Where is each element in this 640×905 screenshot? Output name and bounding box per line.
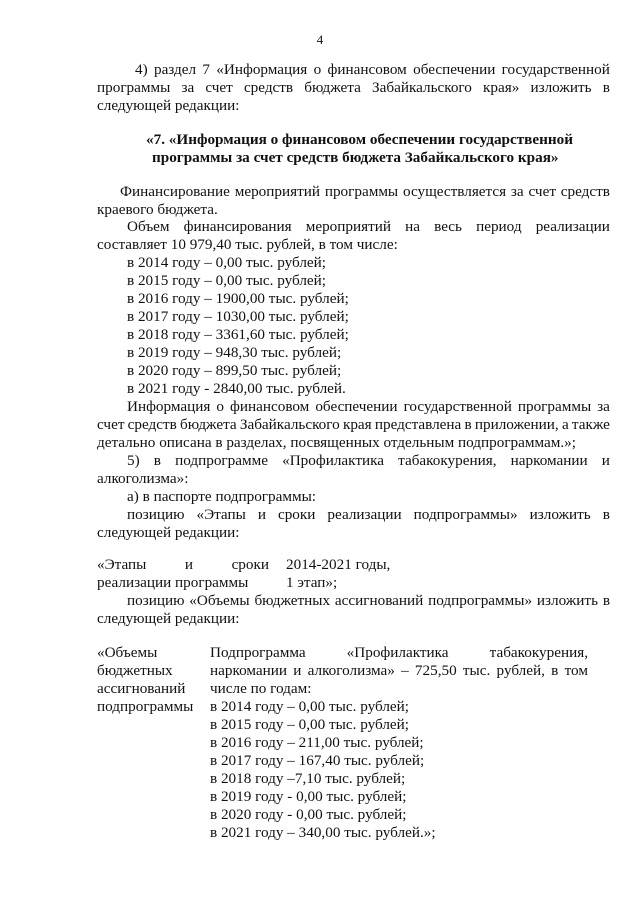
financing-line2: краевого бюджета. bbox=[97, 201, 218, 218]
section7-heading-line2: программы за счет средств бюджета Забайкальского края» bbox=[152, 149, 559, 166]
stages-value-line1: 2014-2021 годы, bbox=[286, 556, 391, 573]
pos2-line1 bbox=[127, 592, 610, 610]
pos1-line1 bbox=[127, 506, 610, 524]
item4-line1 bbox=[135, 61, 610, 79]
word: бюджета bbox=[304, 79, 361, 96]
stages-label-line1 bbox=[97, 556, 269, 574]
year-2015: в 2015 году – 0,00 тыс. рублей; bbox=[127, 272, 327, 289]
word: «Информация bbox=[216, 61, 308, 78]
budget-year-2021: в 2021 году – 340,00 тыс. рублей.»; bbox=[210, 824, 436, 841]
word: средств bbox=[243, 79, 294, 96]
year-2014: в 2014 году – 0,00 тыс. рублей; bbox=[127, 254, 327, 271]
word: в bbox=[602, 506, 610, 523]
pos1-line2: следующей редакции: bbox=[97, 524, 240, 541]
budget-label-line4: подпрограммы bbox=[97, 698, 194, 715]
word: Забайкальского bbox=[372, 79, 472, 96]
word: края» bbox=[483, 79, 520, 96]
word: края bbox=[342, 416, 372, 433]
word: также bbox=[571, 416, 610, 433]
word: приложении, bbox=[474, 416, 559, 433]
word: и bbox=[601, 452, 610, 469]
pos2-line2: следующей редакции: bbox=[97, 610, 240, 627]
word: и bbox=[257, 506, 266, 523]
info-line1 bbox=[127, 398, 610, 416]
budget-label-line3: ассигнований bbox=[97, 680, 186, 697]
word: «Профилактика bbox=[346, 644, 449, 661]
word: финансовом bbox=[327, 61, 407, 78]
word: ассигнований bbox=[334, 592, 424, 609]
budget-label-line1: «Объемы bbox=[97, 644, 158, 661]
word: за bbox=[597, 398, 610, 415]
word: за bbox=[181, 79, 195, 96]
page-number: 4 bbox=[316, 32, 324, 47]
word: счет bbox=[205, 79, 233, 96]
word: обеспечении bbox=[315, 398, 398, 415]
word: счет bbox=[97, 416, 125, 433]
word: подпрограмме bbox=[175, 452, 268, 469]
word: осуществляется bbox=[402, 183, 507, 200]
word: бюджета bbox=[180, 416, 237, 433]
budget-label-line2: бюджетных bbox=[97, 662, 173, 679]
word: подпрограммы» bbox=[413, 506, 518, 523]
budget-year-2014: в 2014 году – 0,00 тыс. рублей; bbox=[210, 698, 410, 715]
word: тыс. bbox=[462, 662, 491, 679]
item5-line2: алкоголизма»: bbox=[97, 470, 189, 487]
word: изложить bbox=[529, 506, 591, 523]
word: в bbox=[551, 662, 559, 679]
budget-year-2015: в 2015 году – 0,00 тыс. рублей; bbox=[210, 716, 410, 733]
word: реализации bbox=[535, 218, 610, 235]
word: счет bbox=[528, 183, 556, 200]
word: в bbox=[602, 592, 610, 609]
word: 725,50 bbox=[414, 662, 457, 679]
word: за bbox=[510, 183, 524, 200]
word: государственной bbox=[501, 61, 610, 78]
stages-value-line2: 1 этап»; bbox=[286, 574, 338, 591]
word: в bbox=[464, 416, 472, 433]
budget-year-2020: в 2020 году - 0,00 тыс. рублей; bbox=[210, 806, 407, 823]
word: изложить bbox=[536, 592, 598, 609]
word: мероприятий bbox=[234, 183, 320, 200]
budget-value-line2 bbox=[210, 662, 588, 680]
year-2016: в 2016 году – 1900,00 тыс. рублей; bbox=[127, 290, 349, 307]
word: «Объемы bbox=[189, 592, 250, 609]
year-2021: в 2021 году - 2840,00 тыс. рублей. bbox=[127, 380, 346, 397]
section7-heading-line1: «7. «Информация о финансовом обеспечении государственной bbox=[146, 131, 573, 148]
word: подпрограммы» bbox=[428, 592, 533, 609]
word: обеспечении bbox=[413, 61, 496, 78]
word: бюджетных bbox=[254, 592, 331, 609]
word: позицию bbox=[127, 592, 185, 609]
word: период bbox=[476, 218, 522, 235]
info-line2 bbox=[97, 416, 610, 434]
word: «Профилактика bbox=[282, 452, 384, 469]
word: программы bbox=[324, 183, 399, 200]
word: наркомании bbox=[210, 662, 288, 679]
budget-value-line1 bbox=[210, 644, 588, 662]
budget-year-2018: в 2018 году –7,10 тыс. рублей; bbox=[210, 770, 406, 787]
word: Информация bbox=[127, 398, 211, 415]
year-2019: в 2019 году – 948,30 тыс. рублей; bbox=[127, 344, 342, 361]
word: и bbox=[293, 662, 302, 679]
word: – bbox=[401, 662, 409, 679]
word: и bbox=[184, 556, 194, 573]
year-2018: в 2018 году – 3361,60 тыс. рублей; bbox=[127, 326, 349, 343]
budget-year-2016: в 2016 году – 211,00 тыс. рублей; bbox=[210, 734, 424, 751]
year-2020: в 2020 году – 899,50 тыс. рублей; bbox=[127, 362, 342, 379]
item4-line2 bbox=[97, 79, 610, 97]
word: наркомании bbox=[510, 452, 588, 469]
word: финансирования bbox=[183, 218, 292, 235]
word: мероприятий bbox=[305, 218, 392, 235]
year-2017: в 2017 году – 1030,00 тыс. рублей; bbox=[127, 308, 349, 325]
info-line3: детально описана в разделах, посвященных отдельным подпрограммам.»; bbox=[97, 434, 576, 451]
word: алкоголизма» bbox=[307, 662, 395, 679]
word: о bbox=[313, 61, 322, 78]
word: а bbox=[561, 416, 569, 433]
word: программы bbox=[97, 79, 171, 96]
word: реализации bbox=[327, 506, 402, 523]
word: раздел bbox=[153, 61, 197, 78]
word: на bbox=[405, 218, 420, 235]
word: 7 bbox=[202, 61, 210, 78]
budget-year-2017: в 2017 году – 167,40 тыс. рублей; bbox=[210, 752, 425, 769]
word: 4) bbox=[135, 61, 148, 78]
word: в bbox=[153, 452, 161, 469]
financing-line1 bbox=[120, 183, 610, 201]
word: сроки bbox=[231, 556, 269, 573]
word: весь bbox=[434, 218, 462, 235]
word: сроки bbox=[277, 506, 316, 523]
word: изложить bbox=[530, 79, 592, 96]
word: том bbox=[564, 662, 588, 679]
word: рублей, bbox=[496, 662, 545, 679]
volume-line2: составляет 10 979,40 тыс. рублей, в том числе: bbox=[97, 236, 398, 253]
item5-line1 bbox=[127, 452, 610, 470]
word: представлена bbox=[374, 416, 462, 433]
word: Подпрограмма bbox=[210, 644, 306, 661]
word: «Этапы bbox=[196, 506, 246, 523]
word: государственной bbox=[403, 398, 512, 415]
word: Финансирование bbox=[120, 183, 230, 200]
word: табакокурения, bbox=[398, 452, 497, 469]
word: в bbox=[602, 79, 610, 96]
word: программы bbox=[517, 398, 592, 415]
item5-a: а) в паспорте подпрограммы: bbox=[127, 488, 316, 505]
word: позицию bbox=[127, 506, 185, 523]
word: «Этапы bbox=[97, 556, 147, 573]
word: средств bbox=[560, 183, 610, 200]
word: 5) bbox=[127, 452, 140, 469]
word: табакокурения, bbox=[489, 644, 588, 661]
budget-value-line3: числе по годам: bbox=[210, 680, 312, 697]
budget-year-2019: в 2019 году - 0,00 тыс. рублей; bbox=[210, 788, 407, 805]
word: Забайкальского bbox=[239, 416, 340, 433]
volume-line1 bbox=[127, 218, 610, 236]
stages-label-line2: реализации программы bbox=[97, 574, 249, 591]
word: Объем bbox=[127, 218, 170, 235]
item4-line3: следующей редакции: bbox=[97, 97, 240, 114]
word: средств bbox=[127, 416, 177, 433]
word: о bbox=[216, 398, 224, 415]
word: финансовом bbox=[230, 398, 310, 415]
